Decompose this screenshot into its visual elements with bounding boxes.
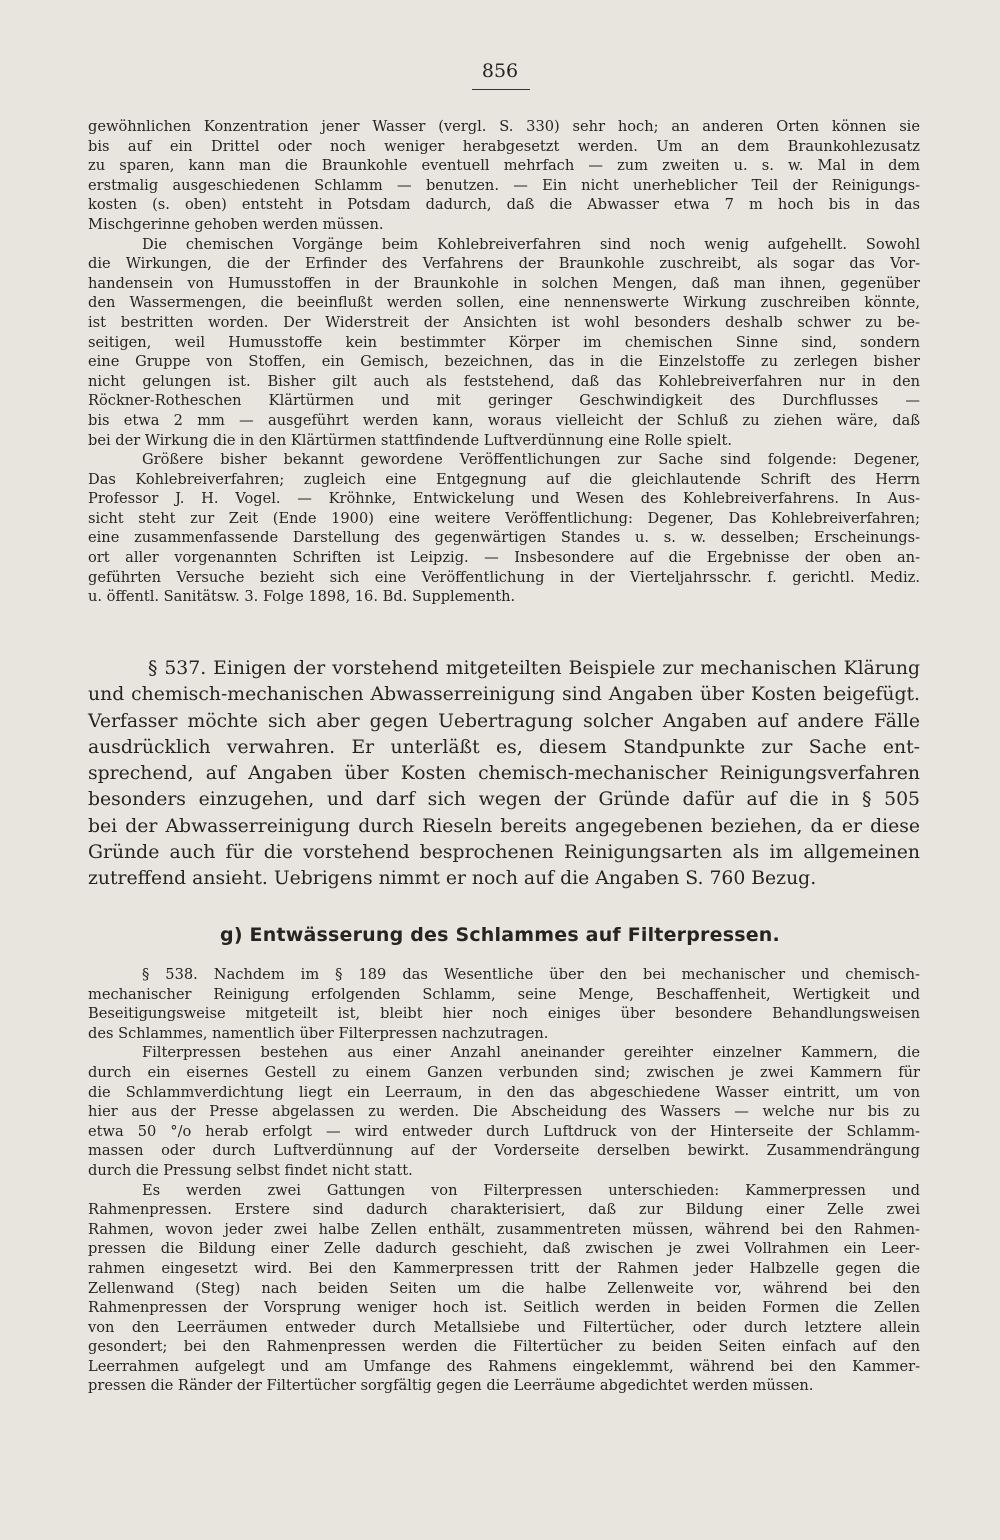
text-line: bei der Wirkung die in den Klärtürmen stattfindende Luftverdünnung eine Rolle spielt. (88, 431, 733, 449)
text-line: zutreffend ansieht. Uebrigens nimmt er noch auf die Angaben S. 760 Bezug. (88, 868, 817, 890)
text-line: seitigen, weil Humusstoffe kein bestimmter Körper im chemischen Sinne sind, sondern (88, 333, 920, 351)
text-line: § 537. Einigen der vorstehend mitgeteilten Beispiele zur mechanischen Klärung (148, 658, 920, 679)
text-line: handensein von Humusstoffen in der Braunkohle in solchen Mengen, daß man ihnen, gegenüber (88, 274, 920, 292)
text-line: etwa 50 °/o herab erfolgt — wird entweder durch Luftdruck von der Hinterseite der Schlamm- (88, 1122, 920, 1140)
text-line: sicht steht zur Zeit (Ende 1900) eine weitere Veröffentlichung: Degener, Das Kohlebreiverfahren; (88, 509, 920, 527)
text-line: Größere bisher bekannt gewordene Veröffentlichungen zur Sache sind folgende: Degener, (142, 451, 920, 469)
text-line: pressen die Bildung einer Zelle dadurch geschieht, daß zwischen je zwei Vollrahmen ein Leer- (88, 1240, 920, 1258)
text-line: Gründe auch für die vorstehend besprochenen Reinigungsarten als im allgemeinen (88, 842, 920, 864)
text-line: nicht gelungen ist. Bisher gilt auch als feststehend, daß das Kohlebreiverfahren nur in den (88, 372, 920, 390)
text-line: eine Gruppe von Stoffen, ein Gemisch, bezeichnen, das in die Einzelstoffe zu zerlegen bisher (88, 353, 920, 371)
text-line: erstmalig ausgeschiedenen Schlamm — benutzen. — Ein nicht unerheblicher Teil der Reinigungs- (88, 176, 920, 194)
text-line: Mischgerinne gehoben werden müssen. (88, 215, 384, 233)
text-line: den Wassermengen, die beeinflußt werden sollen, eine nennenswerte Wirkung zuschreiben könnte, (88, 294, 920, 312)
text-line: des Schlammes, namentlich über Filterpressen nachzutragen. (88, 1024, 549, 1042)
section-heading: g) Entwässerung des Schlammes auf Filterpressen. (220, 924, 780, 946)
text-line: ort aller vorgenannten Schriften ist Leipzig. — Insbesondere auf die Ergebnisse der oben an- (88, 549, 920, 567)
text-line: gesondert; bei den Rahmenpressen werden die Filtertücher zu beiden Seiten einfach auf den (88, 1338, 920, 1356)
paragraph-537 (88, 656, 920, 893)
text-line: pressen die Ränder der Filtertücher sorgfältig gegen die Leerräume abgedichtet werden müssen. (88, 1377, 814, 1395)
text-line: ist bestritten worden. Der Widerstreit der Ansichten ist wohl besonders deshalb schwer zu be- (88, 313, 920, 331)
paragraph-block-1 (88, 117, 920, 607)
text-line: Verfasser möchte sich aber gegen Uebertragung solcher Angaben auf andere Fälle (88, 710, 920, 732)
text-line: massen oder durch Luftverdünnung auf der Vorderseite derselben bewirkt. Zusammendrängung (88, 1142, 920, 1160)
text-line: durch die Pressung selbst findet nicht statt. (88, 1161, 413, 1179)
text-line: mechanischer Reinigung erfolgenden Schlamm, seine Menge, Beschaffenheit, Wertigkeit und (88, 985, 920, 1003)
text-line: ausdrücklich verwahren. Er unterläßt es, diesem Standpunkte zur Sache ent- (88, 736, 920, 758)
text-line: besonders einzugehen, und darf sich wegen der Gründe dafür auf die in § 505 (88, 789, 920, 811)
text-line: Rahmenpressen. Erstere sind dadurch charakterisiert, daß zur Bildung einer Zelle zwei (88, 1201, 920, 1219)
text-line: Es werden zwei Gattungen von Filterpressen unterschieden: Kammerpressen und (142, 1181, 920, 1199)
text-line: Rahmen, wovon jeder zwei halbe Zellen enthält, zusammentreten müssen, während bei den Rahmen- (88, 1220, 920, 1238)
text-line: rahmen eingesetzt wird. Bei den Kammerpressen tritt der Rahmen jeder Halbzelle gegen die (88, 1259, 920, 1277)
text-line: die Wirkungen, die der Erfinder des Verfahrens der Braunkohle zuschreibt, als sogar das Vor- (88, 255, 920, 273)
text-line: bei der Abwasserreinigung durch Rieseln bereits angegebenen beziehen, da er diese (88, 815, 920, 837)
text-line: Beseitigungsweise mitgeteilt ist, bleibt hier noch einiges über besondere Behandlungsweisen (88, 1005, 920, 1023)
text-line: bis etwa 2 mm — ausgeführt werden kann, woraus vielleicht der Schluß zu ziehen wäre, daß (88, 411, 920, 429)
text-line: zu sparen, kann man die Braunkohle eventuell mehrfach — zum zweiten u. s. w. Mal in dem (88, 157, 920, 175)
text-line: Leerrahmen aufgelegt und am Umfange des Rahmens eingeklemmt, während bei den Kammer- (88, 1357, 920, 1375)
text-line: gewöhnlichen Konzentration jener Wasser (vergl. S. 330) sehr hoch; an anderen Orten können sie (88, 118, 920, 135)
text-line: eine zusammenfassende Darstellung des gegenwärtigen Standes u. s. w. desselben; Erscheinungs- (88, 529, 920, 547)
text-line: Zellenwand (Steg) nach beiden Seiten um die halbe Zellenweite vor, während bei den (88, 1279, 920, 1297)
text-line: u. öffentl. Sanitätsw. 3. Folge 1898, 16. Bd. Supplementh. (88, 588, 516, 606)
text-line: durch ein eisernes Gestell zu einem Ganzen verbunden sind; zwischen je zwei Kammern für (88, 1063, 920, 1081)
text-line: Die chemischen Vorgänge beim Kohlebreiverfahren sind noch wenig aufgehellt. Sowohl (142, 235, 920, 253)
text-line: bis auf ein Drittel oder noch weniger herabgesetzt werden. Um an dem Braunkohlezusatz (88, 137, 920, 155)
text-line: Röckner-Rotheschen Klärtürmen und mit geringer Geschwindigkeit des Durchflusses — (88, 392, 920, 410)
text-line: geführten Versuche bezieht sich eine Veröffentlichung in der Vierteljahrsschr. f. gerichtl. Mediz. (88, 568, 920, 586)
text-line: Filterpressen bestehen aus einer Anzahl aneinander gereihter einzelner Kammern, die (142, 1044, 920, 1062)
page-number: 856 (481, 60, 519, 82)
page-number-rule (472, 89, 530, 90)
text-line: Rahmenpressen der Vorsprung weniger hoch ist. Seitlich werden in beiden Formen die Zellen (88, 1299, 920, 1317)
text-line: sprechend, auf Angaben über Kosten chemisch-mechanischer Reinigungsverfahren (88, 763, 920, 785)
paragraph-block-2 (88, 965, 920, 1396)
text-line: hier aus der Presse abgelassen zu werden. Die Abscheidung des Wassers — welche nur bis zu (88, 1103, 920, 1121)
text-line: § 538. Nachdem im § 189 das Wesentliche über den bei mechanischer und chemisch- (142, 966, 920, 983)
text-line: Das Kohlebreiverfahren; zugleich eine Entgegnung auf die gleichlautende Schrift des Herrn (88, 470, 920, 488)
section-heading-wrapper (0, 924, 1000, 946)
text-line: kosten (s. oben) entsteht in Potsdam dadurch, daß die Abwasser etwa 7 m hoch bis in das (88, 196, 920, 214)
text-line: Professor J. H. Vogel. — Kröhnke, Entwickelung und Wesen des Kohlebreiverfahrens. In Aus- (88, 490, 920, 508)
text-line: von den Leerräumen entweder durch Metallsiebe und Filtertücher, oder durch letztere allein (88, 1318, 920, 1336)
text-line: die Schlammverdichtung liegt ein Leerraum, in den das abgeschiedene Wasser eintritt, um von (88, 1083, 920, 1101)
text-line: und chemisch-mechanischen Abwasserreinigung sind Angaben über Kosten beigefügt. (88, 684, 920, 706)
